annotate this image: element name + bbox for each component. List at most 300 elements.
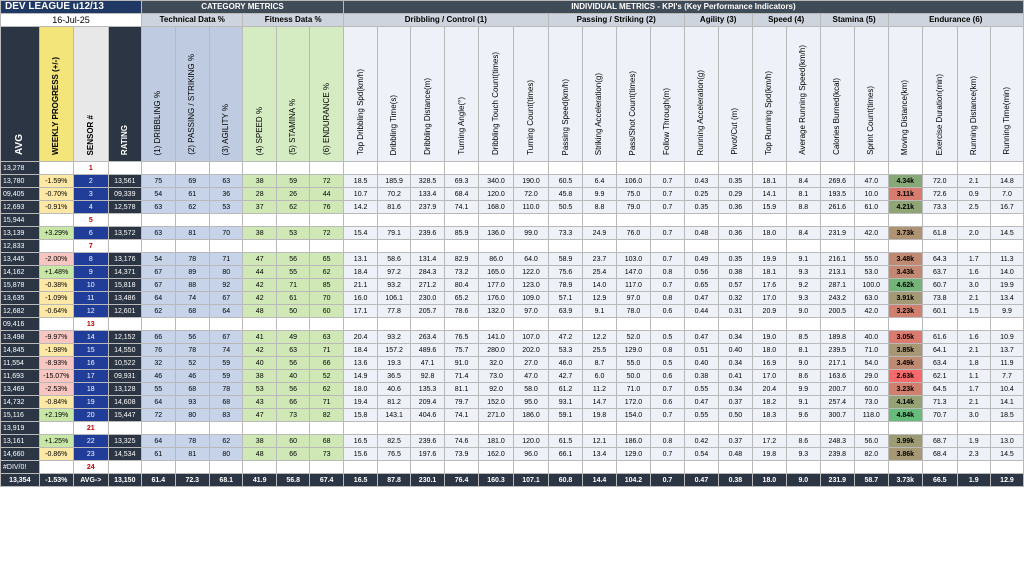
kpi-header [548, 27, 582, 162]
kpi-cell: 18.5 [990, 409, 1023, 422]
kpi-header [820, 27, 854, 162]
footer-kpi: 0.38 [719, 474, 752, 487]
category-cell: 71 [276, 279, 309, 292]
category-cell: 76 [142, 344, 175, 357]
kpi-cell [820, 422, 854, 435]
kpi-cell: 73.9 [445, 448, 478, 461]
category-header [210, 27, 243, 162]
kpi-cell: 16.7 [990, 201, 1023, 214]
kpi-cell: 9.1 [583, 305, 616, 318]
category-cell: 70 [310, 292, 343, 305]
kpi-header [514, 27, 548, 162]
kpi-cell: 55.0 [855, 253, 888, 266]
kpi-cell [684, 422, 718, 435]
rating-cell: 10,522 [108, 357, 142, 370]
kpi-cell: 17.0 [752, 370, 786, 383]
kpi-cell [684, 214, 718, 227]
kpi-cell: 185.9 [378, 175, 410, 188]
kpi-cell [990, 318, 1023, 331]
footer-kpi: 160.3 [478, 474, 514, 487]
sheet-title: DEV LEAGUE u12/13 [1, 1, 142, 14]
avg-cell: 14,162 [1, 266, 40, 279]
rating-cell: 14,371 [108, 266, 142, 279]
header-label: (6) ENDURANCE % [321, 82, 331, 155]
kpi-cell: 92.0 [478, 383, 514, 396]
kpi-cell: 74.1 [445, 409, 478, 422]
kpi-cell [514, 240, 548, 253]
kpi-cell: 17.2 [752, 435, 786, 448]
rating-cell [108, 240, 142, 253]
footer-progress: -1.53% [39, 474, 73, 487]
category-cell: 68 [310, 435, 343, 448]
category-header [175, 27, 209, 162]
kpi-cell: 40.6 [378, 383, 410, 396]
kpi-cell: 15.9 [752, 201, 786, 214]
kpi-cell [514, 422, 548, 435]
category-cell: 60 [276, 435, 309, 448]
kpi-cell: 284.3 [410, 266, 444, 279]
rating-cell [108, 422, 142, 435]
kpi-cell: 18.4 [343, 266, 377, 279]
kpi-cell: 217.1 [820, 357, 854, 370]
kpi-cell: 9.1 [787, 253, 820, 266]
kpi-cell: 74.6 [445, 435, 478, 448]
kpi-cell: 271.0 [478, 409, 514, 422]
kpi-cell: 8.1 [787, 188, 820, 201]
progress-cell: -1.09% [39, 292, 73, 305]
kpi-cell: 162.0 [478, 448, 514, 461]
category-cell: 72 [310, 175, 343, 188]
category-cell: 63 [310, 331, 343, 344]
progress-cell [39, 461, 73, 474]
category-cell: 80 [175, 409, 209, 422]
rating-cell: 15,818 [108, 279, 142, 292]
kpi-cell [548, 461, 582, 474]
kpi-cell: 36.5 [378, 370, 410, 383]
kpi-cell: 0.57 [719, 279, 752, 292]
kpi-cell: 20.4 [752, 383, 786, 396]
category-cell [175, 318, 209, 331]
kpi-cell: 209.4 [410, 396, 444, 409]
kpi-cell [478, 214, 514, 227]
kpi-cell: 1.8 [957, 357, 990, 370]
kpi-cell: 63.4 [923, 357, 957, 370]
kpi-header [583, 27, 616, 162]
category-cell [310, 461, 343, 474]
kpi-cell: 9.0 [787, 357, 820, 370]
category-cell: 61 [175, 188, 209, 201]
kpi-cell: 0.8 [651, 292, 684, 305]
kpi-cell [445, 240, 478, 253]
kpi-cell: 12.9 [583, 292, 616, 305]
avg-cell: 13,635 [1, 292, 40, 305]
category-cell [276, 162, 309, 175]
kpi-cell [548, 162, 582, 175]
category-cell: 37 [243, 201, 276, 214]
header-label: Running Distance(km) [968, 75, 978, 155]
category-cell: 89 [175, 266, 209, 279]
category-cell: 68 [175, 305, 209, 318]
kpi-cell: 0.7 [651, 227, 684, 240]
group-header: Passing / Striking (2) [548, 14, 684, 27]
kpi-cell: 0.6 [651, 305, 684, 318]
kpi-cell: 18.0 [752, 227, 786, 240]
kpi-cell: 0.48 [684, 227, 718, 240]
category-cell: 64 [142, 292, 175, 305]
kpi-cell: 0.55 [684, 383, 718, 396]
kpi-cell: 1.1 [957, 370, 990, 383]
category-cell [142, 240, 175, 253]
sensor-cell: 3 [74, 188, 108, 201]
progress-cell: +3.29% [39, 227, 73, 240]
category-cell [310, 240, 343, 253]
footer-avg: 13,354 [1, 474, 40, 487]
kpi-cell: 32.0 [478, 357, 514, 370]
category-cell: 62 [310, 266, 343, 279]
header-label: (3) AGILITY % [221, 103, 231, 155]
table-row [1, 201, 1024, 214]
category-cell: 38 [243, 227, 276, 240]
category-cell [276, 318, 309, 331]
table-row [1, 292, 1024, 305]
kpi-cell [445, 214, 478, 227]
sensor-cell: 11 [74, 292, 108, 305]
kpi-cell: 133.4 [410, 188, 444, 201]
kpi-cell: 0.44 [684, 305, 718, 318]
category-cell: 59 [276, 175, 309, 188]
header-label: Running Acceleration(g) [696, 69, 706, 155]
category-cell [310, 162, 343, 175]
kpi-cell [787, 422, 820, 435]
kpi-cell [378, 162, 410, 175]
header-label: Pass/Shot Count(times) [628, 70, 638, 155]
kpi-cell: 0.47 [684, 292, 718, 305]
kpi-cell: 10.7 [343, 188, 377, 201]
kpi-header [855, 27, 888, 162]
avg-header [1, 27, 40, 162]
progress-cell: -2.53% [39, 383, 73, 396]
kpi-cell: 129.0 [616, 448, 650, 461]
footer-rating: 13,150 [108, 474, 142, 487]
kpi-cell [343, 318, 377, 331]
category-cell: 42 [243, 292, 276, 305]
kpi-cell: 13.6 [343, 357, 377, 370]
kpi-cell: 404.6 [410, 409, 444, 422]
avg-cell: 12,693 [1, 201, 40, 214]
category-cell [310, 422, 343, 435]
category-cell: 44 [310, 188, 343, 201]
header-label: Exercise Duration(min) [934, 73, 944, 155]
kpi-cell [616, 461, 650, 474]
category-cell: 70 [210, 227, 243, 240]
kpi-cell [923, 162, 957, 175]
category-cell: 78 [175, 253, 209, 266]
header-label: Dribbling Distance(m) [422, 78, 432, 155]
kpi-cell [684, 240, 718, 253]
kpi-cell: 186.0 [514, 409, 548, 422]
kpi-cell [583, 461, 616, 474]
kpi-cell: 19.3 [378, 357, 410, 370]
kpi-cell: 12.2 [583, 331, 616, 344]
kpi-cell: 21.1 [343, 279, 377, 292]
kpi-cell: 107.0 [514, 331, 548, 344]
kpi-cell: 61.5 [548, 435, 582, 448]
kpi-cell [787, 162, 820, 175]
avg-cell: 15,878 [1, 279, 40, 292]
kpi-cell: 81.6 [378, 201, 410, 214]
technical-data-header: Technical Data % [142, 14, 243, 27]
header-label: Turning Count(times) [526, 80, 536, 155]
header-label: Running Time(min) [1001, 87, 1011, 155]
kpi-cell [923, 422, 957, 435]
rating-cell: 14,534 [108, 448, 142, 461]
rating-cell: 09,339 [108, 188, 142, 201]
category-cell: 83 [210, 409, 243, 422]
kpi-cell [410, 318, 444, 331]
kpi-cell: 14.0 [583, 279, 616, 292]
footer-kpi: 66.5 [923, 474, 957, 487]
kpi-cell: 0.56 [684, 266, 718, 279]
kpi-header [752, 27, 786, 162]
kpi-cell [855, 240, 888, 253]
progress-cell: -15.07% [39, 370, 73, 383]
table-row [1, 383, 1024, 396]
kpi-cell: 0.31 [719, 305, 752, 318]
category-cell [310, 214, 343, 227]
header-label: SENSOR # [85, 114, 95, 155]
kpi-cell [651, 461, 684, 474]
footer-kpi: 12.9 [990, 474, 1023, 487]
kpi-cell: 154.0 [616, 409, 650, 422]
category-cell: 49 [276, 331, 309, 344]
table-row [1, 331, 1024, 344]
category-cell: 78 [175, 344, 209, 357]
category-cell [142, 422, 175, 435]
sensor-cell: 18 [74, 383, 108, 396]
category-cell: 64 [142, 435, 175, 448]
kpi-cell [752, 422, 786, 435]
kpi-cell: 68.7 [923, 435, 957, 448]
category-cell [276, 240, 309, 253]
kpi-cell: 53.3 [548, 344, 582, 357]
footer-kpi: 231.9 [820, 474, 854, 487]
table-row [1, 448, 1024, 461]
kpi-cell: 14.7 [583, 396, 616, 409]
category-cell: 38 [243, 370, 276, 383]
kpi-header [445, 27, 478, 162]
kpi-cell: 213.1 [820, 266, 854, 279]
category-cell: 62 [276, 201, 309, 214]
category-cell: 50 [276, 305, 309, 318]
category-header [243, 27, 276, 162]
sensor-cell: 13 [74, 318, 108, 331]
category-cell [243, 422, 276, 435]
kpi-cell: 110.0 [514, 201, 548, 214]
kpi-cell [410, 240, 444, 253]
header-label: (4) SPEED % [254, 106, 264, 155]
category-cell [142, 318, 175, 331]
kpi-cell: 10.4 [990, 383, 1023, 396]
kpi-cell [343, 461, 377, 474]
kpi-cell: 82.5 [378, 435, 410, 448]
kpi-cell: 163.6 [820, 370, 854, 383]
category-cell: 55 [142, 383, 175, 396]
kpi-cell: 243.2 [820, 292, 854, 305]
kpi-cell: 136.0 [478, 227, 514, 240]
category-cell: 78 [210, 383, 243, 396]
sensor-cell: 12 [74, 305, 108, 318]
kpi-cell [990, 162, 1023, 175]
category-cell: 67 [210, 292, 243, 305]
category-cell: 56 [276, 383, 309, 396]
kpi-cell [378, 240, 410, 253]
kpi-cell: 78.9 [548, 279, 582, 292]
kpi-cell: 47.2 [548, 331, 582, 344]
kpi-cell [719, 240, 752, 253]
kpi-cell: 13.4 [990, 292, 1023, 305]
kpi-cell: 0.48 [719, 448, 752, 461]
progress-cell: +2.19% [39, 409, 73, 422]
kpi-cell: 76.0 [616, 227, 650, 240]
kpi-cell: 14.2 [343, 201, 377, 214]
kpi-cell: 62.1 [923, 370, 957, 383]
kpi-cell: 271.2 [410, 279, 444, 292]
kpi-cell: 300.7 [820, 409, 854, 422]
sensor-cell: 15 [74, 344, 108, 357]
progress-cell: -8.93% [39, 357, 73, 370]
kpi-cell: 0.32 [719, 292, 752, 305]
kpi-cell: 0.34 [719, 383, 752, 396]
kpi-cell [583, 318, 616, 331]
kpi-cell: 80.4 [445, 279, 478, 292]
kpi-cell [343, 422, 377, 435]
footer-kpi: 0.47 [684, 474, 718, 487]
kpi-cell: 186.0 [616, 435, 650, 448]
kpi-cell: 0.49 [684, 253, 718, 266]
avg-cell: 13,498 [1, 331, 40, 344]
category-header [310, 27, 343, 162]
kpi-cell: 18.1 [752, 175, 786, 188]
kpi-cell: 81.1 [445, 383, 478, 396]
kpi-cell: 3.23k [888, 383, 922, 396]
kpi-cell [990, 240, 1023, 253]
kpi-cell: 63.7 [923, 266, 957, 279]
category-cell: 74 [210, 344, 243, 357]
kpi-cell: 0.7 [651, 188, 684, 201]
category-cell: 80 [210, 448, 243, 461]
category-cell: 53 [210, 201, 243, 214]
kpi-cell: 97.0 [514, 305, 548, 318]
kpi-cell: 25.4 [583, 266, 616, 279]
kpi-cell: 57.1 [548, 292, 582, 305]
kpi-cell: 50.0 [616, 370, 650, 383]
kpi-cell [616, 318, 650, 331]
kpi-cell: 78.0 [616, 305, 650, 318]
rating-cell: 12,601 [108, 305, 142, 318]
kpi-cell [548, 214, 582, 227]
footer-kpi: 60.8 [548, 474, 582, 487]
table-row [1, 305, 1024, 318]
table-row [1, 318, 1024, 331]
sensor-cell: 1 [74, 162, 108, 175]
progress-cell: -0.38% [39, 279, 73, 292]
kpi-cell: 17.6 [752, 279, 786, 292]
kpi-cell: 10.0 [855, 188, 888, 201]
kpi-cell: 4.34k [888, 175, 922, 188]
kpi-cell: 76.5 [445, 331, 478, 344]
kpi-cell: 120.0 [478, 188, 514, 201]
rating-cell: 15,447 [108, 409, 142, 422]
rating-cell: 14,550 [108, 344, 142, 357]
category-cell: 38 [243, 175, 276, 188]
category-cell: 56 [276, 357, 309, 370]
footer-kpi: 107.1 [514, 474, 548, 487]
header-label: WEEKLY PROGRESS (+/-) [51, 56, 61, 155]
kpi-cell [445, 422, 478, 435]
avg-cell: 09,405 [1, 188, 40, 201]
kpi-cell [583, 162, 616, 175]
kpi-cell [855, 214, 888, 227]
kpi-cell: 75.6 [548, 266, 582, 279]
kpi-cell: 7.0 [990, 188, 1023, 201]
kpi-cell: 230.0 [410, 292, 444, 305]
kpi-cell [684, 162, 718, 175]
kpi-cell: 97.0 [616, 292, 650, 305]
category-cell [175, 422, 209, 435]
kpi-cell: 0.7 [651, 383, 684, 396]
kpi-cell [820, 162, 854, 175]
kpi-cell: 99.0 [514, 227, 548, 240]
kpi-cell: 0.7 [651, 201, 684, 214]
category-cell [210, 214, 243, 227]
kpi-cell: 73.2 [445, 266, 478, 279]
category-cell: 62 [310, 383, 343, 396]
category-cell: 41 [243, 331, 276, 344]
kpi-cell: 135.3 [410, 383, 444, 396]
kpi-cell [752, 318, 786, 331]
header-label: (2) PASSING / STRIKING % [187, 54, 197, 155]
sensor-cell: 14 [74, 331, 108, 344]
kpi-header [787, 27, 820, 162]
kpi-cell [378, 318, 410, 331]
kpi-cell: 61.6 [923, 331, 957, 344]
kpi-cell: 73.8 [923, 292, 957, 305]
kpi-cell: 19.9 [990, 279, 1023, 292]
kpi-cell [957, 162, 990, 175]
kpi-cell: 1.7 [957, 253, 990, 266]
kpi-cell: 0.34 [719, 331, 752, 344]
kpi-header [478, 27, 514, 162]
rating-cell [108, 214, 142, 227]
category-cell: 53 [276, 227, 309, 240]
kpi-cell: 269.6 [820, 175, 854, 188]
category-cell: 61 [276, 292, 309, 305]
kpi-cell: 20.9 [752, 305, 786, 318]
category-cell: 54 [142, 253, 175, 266]
header-label: Follow Through(m) [662, 88, 672, 155]
kpi-cell: 118.0 [855, 409, 888, 422]
kpi-cell [820, 318, 854, 331]
group-header: Stamina (5) [820, 14, 888, 27]
kpi-cell: 157.2 [378, 344, 410, 357]
category-cell: 62 [210, 435, 243, 448]
footer-category: 72.3 [175, 474, 209, 487]
kpi-cell: 9.9 [583, 188, 616, 201]
category-cell: 71 [310, 344, 343, 357]
category-cell: 52 [175, 357, 209, 370]
category-cell [210, 318, 243, 331]
kpi-cell [787, 318, 820, 331]
